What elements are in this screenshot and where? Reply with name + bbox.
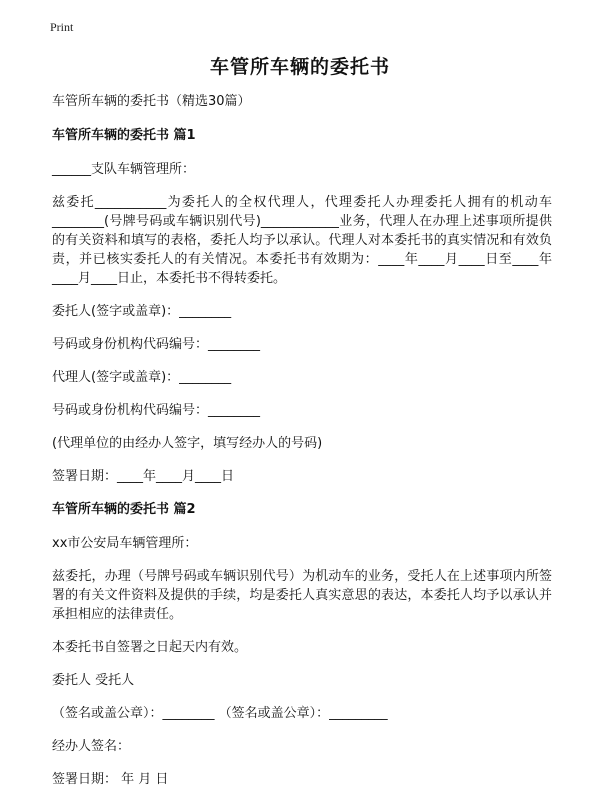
body-paragraph-2: 兹委托，办理（号牌号码或车辆识别代号）为机动车的业务，受托人在上述事项内所签署的有关文件资料及提供的手续，均是委托人真实意思的表达，本委托人均予以承认并承担相应的法律责任。 <box>52 569 552 622</box>
signatures-line: （签名或盖公章）：________ （签名或盖公章）：_________ <box>52 706 388 721</box>
agent-signature-line: 代理人(签字或盖章)：________ <box>52 370 232 385</box>
client-signature-line: 委托人(签字或盖章)：________ <box>52 304 232 319</box>
client-id-line: 号码或身份机构代码编号：________ <box>52 337 261 352</box>
validity-line: 本委托书自签署之日起天内有效。 <box>52 640 248 655</box>
agent-id-line: 号码或身份机构代码编号：________ <box>52 403 261 418</box>
salutation-1: ______支队车辆管理所： <box>52 162 196 177</box>
salutation-2: xx市公安局车辆管理所： <box>52 536 198 551</box>
section-heading-1: 车管所车辆的委托书 篇1 <box>52 128 196 143</box>
agent-note: (代理单位的由经办人签字，填写经办人的号码) <box>52 436 323 451</box>
body-paragraph-1: 兹委托___________为委托人的全权代理人，代理委托人办理委托人拥有的机动车________(号牌号码或车辆识别代号)____________业务，代理人在办理上述事项所提供的有关资料和填写的表格，委托人均予以承认。代理人对本委托书的真实情况和有效负责，并已核实委托人的有关情况。本委托书有效期为：____年____月____日至____年____月____日止，本委托书不得转委托。 <box>52 195 552 286</box>
section-heading-2: 车管所车辆的委托书 篇2 <box>52 502 196 517</box>
signing-date-2: 签署日期： 年 月 日 <box>52 772 169 787</box>
page-title: 车管所车辆的委托书 <box>209 56 390 78</box>
document-subtitle: 车管所车辆的委托书（精选30篇） <box>52 94 251 109</box>
parties-line: 委托人 受托人 <box>52 673 135 688</box>
signing-date-1: 签署日期：____年____月____日 <box>52 469 235 484</box>
handler-signature-line: 经办人签名： <box>52 739 131 754</box>
print-link[interactable]: Print <box>50 20 74 34</box>
document-body <box>52 92 552 803</box>
